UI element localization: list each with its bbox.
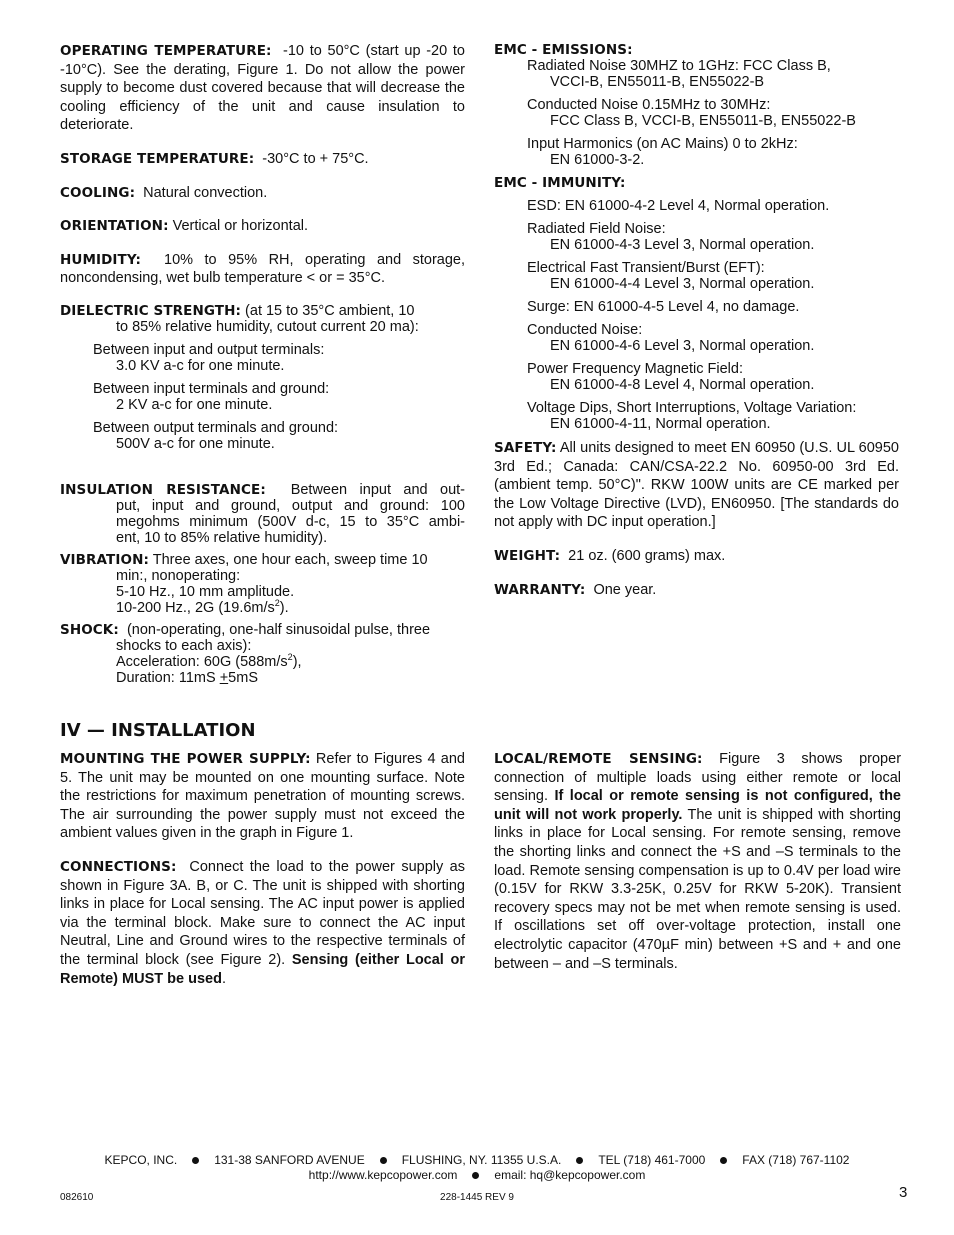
specs-right-column: [494, 42, 899, 599]
insulation-resistance: [60, 482, 465, 546]
spec-text: -10 to 50°C (start up -20 to -10°C). See the derating, Figure 1. Do not allow the power supply to become dust covered because that will decrease the cooling efficiency of the unit and cause insulation to deteriorate.: [60, 43, 465, 134]
immunity-item: [494, 400, 899, 432]
spec-text: Figure 3 shows proper connection of multiple loads using either remote or local sensing.: [494, 751, 902, 805]
item-title: Power Frequency Magnetic Field:: [527, 361, 743, 377]
spec-text: 5-10 Hz., 10 mm amplitude.: [116, 583, 295, 600]
spec-text: Three axes, one hour each, sweep time 10: [152, 551, 428, 568]
spec-text: Refer to Figures 4 and 5. The unit may be mounted on one mounting surface. Note the restrictions for maximum penetration of mounting screws. The air surrounding the power supply must not exceed the ambient values given in the graph in Figure 1.: [60, 751, 465, 842]
vibration: [60, 552, 465, 616]
telephone: TEL (718) 461-7000: [598, 1153, 706, 1167]
spec-label: LOCAL/REMOTE SENSING:: [494, 751, 703, 767]
spec-text: (at 15 to 35°C ambient, 10: [245, 302, 415, 319]
item-value: EN 61000-4-4 Level 3, Normal operation.: [550, 276, 815, 292]
spec-bold-text: Sensing (either Local or Remote) MUST be used: [60, 951, 466, 987]
item-value: EN 61000-4-3 Level 3, Normal operation.: [550, 237, 815, 253]
website-link[interactable]: http://www.kepcopower.com: [308, 1168, 458, 1182]
spec-label: STORAGE TEMPERATURE:: [60, 150, 255, 167]
doc-number: 228-1445 REV 9: [440, 1192, 514, 1203]
spec-text: -30°C to + 75°C.: [262, 150, 369, 167]
local-remote-sensing: [494, 750, 901, 973]
item-title: Between output terminals and ground:: [93, 419, 339, 436]
item-title: Electrical Fast Transient/Burst (EFT):: [527, 260, 765, 276]
company-name: KEPCO, INC.: [104, 1153, 178, 1167]
spec-label: OPERATING TEMPERATURE:: [60, 43, 272, 59]
spec-text: Connect the load to the power supply as shown in Figure 3A. B, or C. The unit is shipped with shorting links in place for Local sensing. The AC input power is applied via the terminal block. Make sure to connect the AC input Neutral, Line and Ground wires to the respective terminals of the terminal block (see Figure 2).: [60, 858, 465, 968]
spec-text: The unit is shipped with shorting links in place for Local sensing. For remote sensing, remove the shorting links and connect the +S and –S terminals to the load. Remote sensing compensation is up to 0.4V per load wire (0.15V for RKW 3.3-25K, 0.25V for RKW 5-20K). Transient recovery specs may not be met when remote sensing is used. If oscillations set off over-voltage protection, install one electrolytic capacitor (470µF min) between +S and + and one between – and –S terminals.: [494, 806, 901, 972]
emission-item: [494, 97, 899, 129]
spec-text: (non-operating, one-half sinusoidal pulse, three: [126, 621, 431, 638]
item-value: 3.0 KV a-c for one minute.: [116, 357, 285, 374]
item-title: Between input terminals and ground:: [93, 380, 330, 397]
item-title: Voltage Dips, Short Interruptions, Voltage Variation:: [527, 400, 857, 416]
item-value: EN 61000-3-2.: [550, 152, 645, 168]
bullet-icon: [576, 1157, 583, 1164]
spec-text: All units designed to meet EN 60950 (U.S. UL 60950 3rd Ed.; Canada: CAN/CSA-22.2 No. 60950-00 3rd Ed. (ambient temp. 50°C)". RKW 100W units are CE marked per the Low Voltage Directive (LVD), EN60950. [The standards do not apply with DC input operation.]: [494, 440, 899, 531]
spec-text: Acceleration: 60G $(588m/s^2)$,: [116, 652, 302, 670]
dielectric-item: [60, 381, 465, 413]
connections: CONNECTIONS: Connect the load to the power supply as shown in Figure 3A. B, or C. The unit is shipped with shorting links in place for Local sensing. The AC input power is applied via the terminal block. Make sure to connect the AC input Neutral, Line and Ground wires to the respective terminals of the terminal block (see Figure 2). Sensing (either Local or Remote) MUST be used.: [60, 858, 466, 987]
spec-label: COOLING:: [60, 184, 136, 201]
weight: [494, 547, 899, 566]
item-value: VCCI-B, EN55011-B, EN55022-B: [550, 74, 765, 90]
spec-label: VIBRATION:: [60, 551, 149, 568]
spec-label: HUMIDITY:: [60, 251, 142, 268]
humidity: [60, 251, 465, 288]
spec-label: WARRANTY:: [494, 581, 586, 598]
spec-label: DIELECTRIC STRENGTH:: [60, 302, 242, 319]
dielectric-item: [60, 420, 465, 452]
spec-label: INSULATION RESISTANCE:: [60, 481, 266, 498]
shock: [60, 622, 465, 686]
spec-text: One year.: [593, 581, 657, 598]
page-number: 3: [899, 1184, 908, 1201]
email-link[interactable]: email: hq@kepcopower.com: [494, 1168, 646, 1182]
immunity-item: [494, 221, 899, 253]
spec-label: MOUNTING THE POWER SUPPLY:: [60, 751, 311, 767]
spec-text: Natural convection.: [143, 184, 268, 201]
item-value: EN 61000-4-11, Normal operation.: [550, 416, 771, 432]
spec-label: WEIGHT:: [494, 547, 561, 564]
immunity-item: [494, 260, 899, 292]
item-title: ESD: EN 61000-4-2 Level 4, Normal operation.: [527, 198, 830, 214]
bullet-icon: [192, 1157, 199, 1164]
spec-text: ent, 10 to 85% relative humidity).: [116, 529, 328, 546]
spec-text: Duration: 11mS +5mS: [116, 669, 258, 686]
spec-text: 21 oz. (600 grams) max.: [568, 547, 726, 564]
immunity-item: [494, 299, 899, 315]
spec-label: SHOCK:: [60, 621, 119, 638]
item-value: EN 61000-4-8 Level 4, Normal operation.: [550, 377, 815, 393]
item-title: Between input and output terminals:: [93, 341, 325, 358]
emission-item: [494, 58, 899, 90]
spec-text: to 85% relative humidity, cutout current 20 ma):: [116, 318, 419, 335]
spec-text: 10% to 95% RH, operating and storage, noncondensing, wet bulb temperature < or = 35°C.: [60, 251, 466, 287]
warranty: [494, 581, 899, 600]
item-title: Radiated Field Noise:: [527, 221, 666, 237]
footer-web: [0, 1166, 954, 1185]
item-title: Surge: EN 61000-4-5 Level 4, no damage.: [527, 299, 800, 315]
dielectric-item: [60, 342, 465, 374]
item-value: 2 KV a-c for one minute.: [116, 396, 273, 413]
spec-text: shocks to each axis):: [116, 637, 252, 654]
section-title: IV — INSTALLATION: [60, 720, 256, 741]
safety: [494, 439, 899, 532]
item-title: Conducted Noise:: [527, 322, 643, 338]
spec-label: EMC - IMMUNITY:: [494, 175, 626, 191]
spec-text: 10-200 Hz., 2G $(19.6m/s^2)$.: [116, 598, 289, 616]
specs-left-column: [60, 42, 465, 686]
spec-text: megohms minimum (500V d-c, 15 to 35°C ambi-: [116, 513, 465, 530]
spec-label: CONNECTIONS:: [60, 858, 177, 875]
spec-text: min:, nonoperating:: [116, 567, 241, 584]
spec-bold-text: If local or remote sensing is not configured, the unit will not work properly.: [494, 788, 902, 823]
item-value: 500V a-c for one minute.: [116, 435, 275, 452]
street-address: 131-38 SANFORD AVENUE: [214, 1153, 365, 1167]
spec-text: put, input and ground, output and ground: 100: [116, 497, 465, 514]
emc-emissions: [494, 42, 899, 168]
installation-left-column: [60, 750, 465, 988]
item-title: Conducted Noise 0.15MHz to 30MHz:: [527, 97, 771, 113]
spec-text: Vertical or horizontal.: [172, 218, 309, 235]
fax: FAX (718) 767-1102: [742, 1153, 850, 1167]
storage-temperature: [60, 150, 465, 169]
item-title: Radiated Noise 30MHZ to 1GHz: FCC Class B,: [527, 58, 831, 74]
doc-date: 082610: [60, 1192, 94, 1203]
spec-text: Between input and out-: [290, 481, 466, 498]
installation-right-column: [494, 750, 901, 973]
spec-label: ORIENTATION:: [60, 218, 169, 235]
operating-temperature: [60, 42, 465, 135]
bullet-icon: [380, 1157, 387, 1164]
mounting: [60, 750, 465, 843]
dielectric-strength: [60, 303, 465, 452]
emc-immunity: [494, 175, 899, 432]
orientation: [60, 217, 465, 236]
cooling: [60, 184, 465, 203]
bullet-icon: [720, 1157, 727, 1164]
item-value: EN 61000-4-6 Level 3, Normal operation.: [550, 338, 815, 354]
item-title: Input Harmonics (on AC Mains) 0 to 2kHz:: [527, 136, 798, 152]
city: FLUSHING, NY. 11355 U.S.A.: [401, 1153, 562, 1167]
emission-item: [494, 136, 899, 168]
bullet-icon: [472, 1172, 479, 1179]
spec-label: EMC - EMISSIONS:: [494, 42, 633, 58]
immunity-item: [494, 198, 899, 214]
item-value: FCC Class B, VCCI-B, EN55011-B, EN55022-B: [550, 113, 856, 129]
spec-label: SAFETY:: [494, 440, 557, 456]
immunity-item: [494, 322, 899, 354]
immunity-item: [494, 361, 899, 393]
